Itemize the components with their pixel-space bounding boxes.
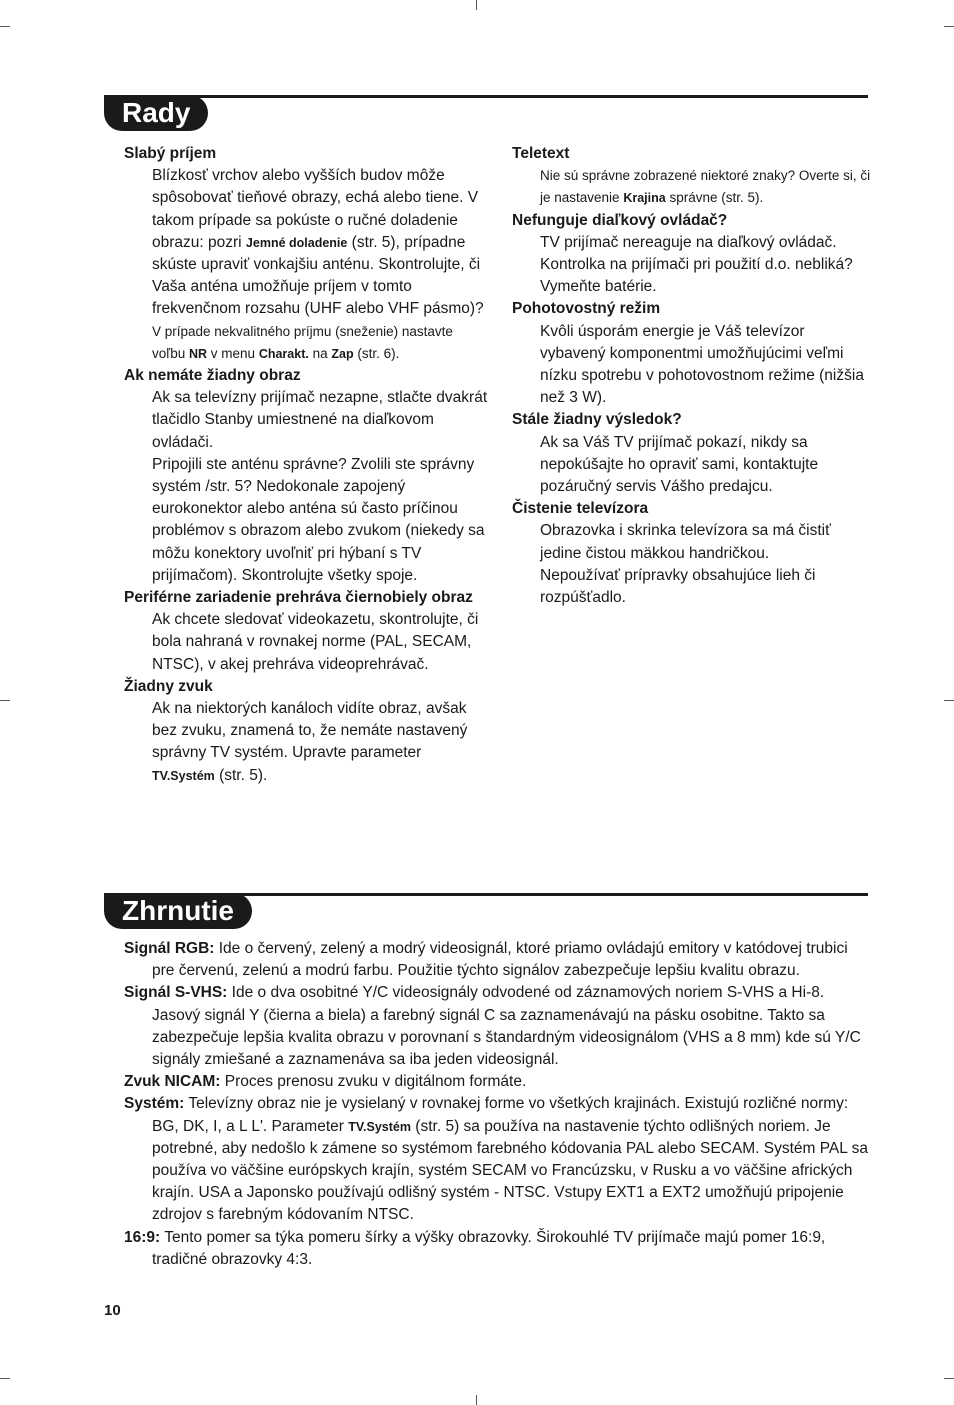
crop-mark — [476, 0, 477, 10]
glossary-entry: 16:9: Tento pomer sa týka pomeru šírky a výšky obrazovky. Širokouhlé TV prijímače majú pomer 16:9, tradičné obrazovky 4:3. — [124, 1228, 826, 1268]
tip-paragraph: Pripojili ste anténu správne? Zvolili ste správny systém /str. 5? Nedokonale zapojený eurokonektor alebo anténa sú často príčinou problémov s obrazom alebo zvukom (niekedy sa môžu konektory uvoľniť pri hýbaní s TV prijímačom). Skontrolujte všetky spoje. — [152, 455, 485, 584]
section-header-zhrnutie — [104, 893, 868, 929]
section-header-rady — [104, 95, 868, 131]
tip-heading: Ak nemáte žiadny obraz — [124, 367, 301, 385]
tip-heading: Čistenie televízora — [512, 500, 649, 518]
tip-heading: Pohotovostný režim — [512, 300, 661, 318]
header-rule — [104, 95, 868, 98]
crop-mark — [476, 1395, 477, 1405]
crop-mark — [0, 1378, 10, 1379]
tip-paragraph: V prípade nekvalitného príjmu (sneženie) nastavte voľbu NR v menu Charakt. na Zap (str. 6). — [152, 323, 453, 361]
page-number: 10 — [104, 1302, 121, 1319]
glossary-entry: Signál S-VHS: Ide o dva osobitné Y/C videosignály odvodené od záznamových noriem S-VHS a Hi-8. Jasový signál Y (čierna a biela) a farebný signál C sa zaznamenávajú na pásku osobitne. Takto sa zabezpečuje lepšia kvalita obrazu v porovnaní s štandardným videosignálom (VHS a 8 mm) kde sú Y/C signály zmiešané a zaznamenáva sa iba jeden videosignál. — [124, 984, 861, 1069]
section-title-rady: Rady — [104, 95, 208, 131]
section-title-zhrnutie: Zhrnutie — [104, 893, 252, 929]
glossary — [124, 938, 868, 1271]
tip-paragraph: Kvôli úsporám energie je Váš televízor vybavený komponentmi umožňujúcimi veľmi nízku spotrebu v pohotovostnom režime (nižšia než 3 W). — [540, 322, 864, 407]
tip-paragraph: Ak na niektorých kanáloch vidíte obraz, avšak bez zvuku, znamená to, že nemáte nastavený správny TV systém. Upravte parameter TV.Systém (str. 5). — [152, 700, 468, 784]
tip-heading: Periférne zariadenie prehráva čiernobiely obraz — [124, 589, 473, 607]
tip-paragraph: TV prijímač nereaguje na diaľkový ovládač. Kontrolka na prijímači pri použití d.o. nebliká? Vymeňte batérie. — [540, 233, 853, 296]
glossary-entry: Signál RGB: Ide o červený, zelený a modrý videosignál, ktoré priamo ovládajú emitory v katódovej trubici pre červenú, zelenú a modrú farbu. Použitie týchto signálov zabezpečuje lepšiu kvalitu obrazu. — [124, 940, 848, 980]
tip-paragraph: Obrazovka i skrinka televízora sa má čistiť jedine čistou mäkkou handričkou. — [540, 522, 831, 562]
rady-left-column — [124, 143, 488, 787]
tip-paragraph: Nepoužívať prípravky obsahujúce lieh či rozpúšťadlo. — [540, 566, 816, 607]
tip-heading: Nefunguje diaľkový ovládač? — [512, 211, 728, 229]
crop-mark — [944, 1378, 954, 1379]
tip-heading: Žiadny zvuk — [124, 677, 213, 695]
glossary-entry: Systém: Televízny obraz nie je vysielaný v rovnakej forme vo všetkých krajinách. Existujú rozličné normy: BG, DK, I, a L L'. Parameter TV.Systém (str. 5) sa používa na nastavenie týchto odlišných noriem. Je potrebné, aby nedošlo k zámene so systémom farebného kódovania PAL alebo SECAM. Systém PAL sa používa vo väčšine európskych krajín, systém SECAM vo Francúzsku, v Rusku a vo väčšine afrických krajín. USA a Japonsko používajú odlišný systém - NTSC. Vstupy EXT1 a EXT2 umožňujú pripojenie zdrojov s farebným kódovaním NTSC. — [124, 1095, 868, 1224]
tip-paragraph: Blízkosť vrchov alebo vyšších budov môže spôsobovať tieňové obrazy, echá alebo tiene. V takom prípade sa pokúste o ručné doladenie obrazu: pozri Jemné doladenie (str. 5), prípadne skúste upraviť vonkajšiu anténu. Skontrolujte, či Vaša anténa umožňuje príjem v tomto frekvenčnom rozsahu (UHF alebo VHF pásmo)? — [152, 167, 484, 318]
crop-mark — [0, 26, 10, 27]
tip-paragraph: Ak sa televízny prijímač nezapne, stlačte dvakrát tlačidlo Stanby umiestnené na diaľkovom ovládači. — [152, 389, 488, 451]
rady-right-column — [512, 143, 872, 609]
tip-paragraph: Nie sú správne zobrazené niektoré znaky? Overte si, či je nastavenie Krajina správne (str. 5). — [540, 168, 871, 206]
tip-paragraph: Ak chcete sledovať videokazetu, skontrolujte, či bola nahraná v rovnakej norme (PAL, SECAM, NTSC), v akej prehráva videoprehrávač. — [152, 611, 479, 673]
crop-mark — [944, 700, 954, 701]
tip-paragraph: Ak sa Váš TV prijímač pokazí, nikdy sa nepokúšajte ho opraviť sami, kontaktujte pozáručný servis Vášho predajcu. — [540, 433, 819, 496]
crop-mark — [944, 26, 954, 27]
crop-mark — [0, 700, 10, 701]
tip-heading: Slabý príjem — [124, 145, 217, 162]
tip-heading: Teletext — [512, 145, 570, 162]
tip-heading: Stále žiadny výsledok? — [512, 411, 682, 429]
glossary-entry: Zvuk NICAM: Proces prenosu zvuku v digitálnom formáte. — [124, 1073, 527, 1091]
